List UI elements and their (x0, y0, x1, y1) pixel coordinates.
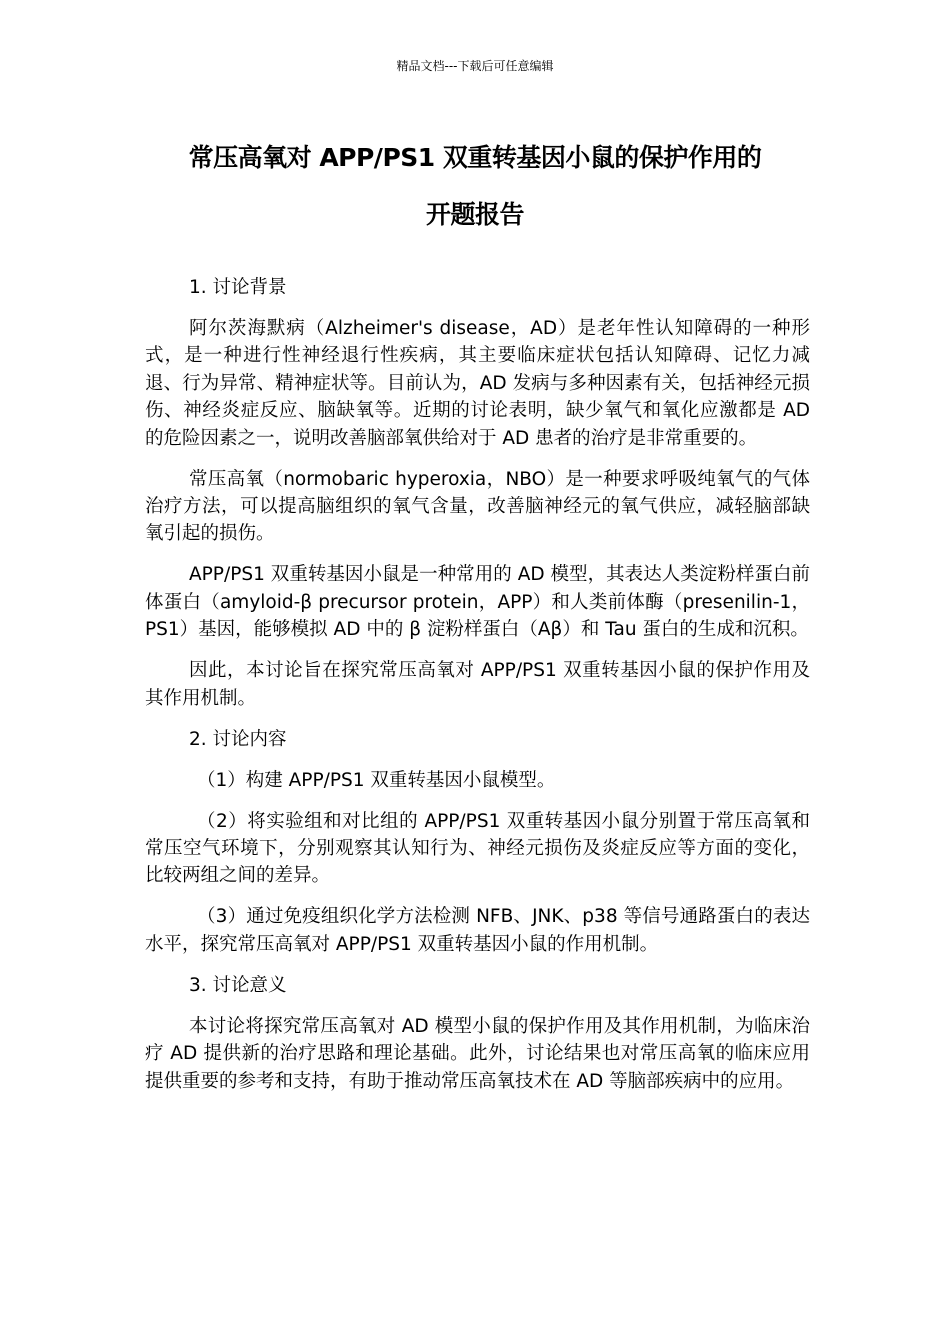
paragraph-aim: 因此，本讨论旨在探究常压高氧对 APP/PS1 双重转基因小鼠的保护作用及其作用机制。 (145, 660, 810, 709)
content-item-3: （3）通过免疫组织化学方法检测 NFB、JNK、p38 等信号通路蛋白的表达水平，探究常压高氧对 APP/PS1 双重转基因小鼠的作用机制。 (145, 906, 810, 955)
section-heading-content: 2. 讨论内容 (189, 728, 287, 750)
paragraph-alzheimers: 阿尔茨海默病（Alzheimer's disease，AD）是老年性认知障碍的一种形式，是一种进行性神经退行性疾病，其主要临床症状包括认知障碍、记忆力减退、行为异常、精神症状等。目前认为，AD 发病与多种因素有关，包括神经元损伤、神经炎症反应、脑缺氧等。近期的讨论表明，缺少氧气和氧化应激都是 AD 的危险因素之一，说明改善脑部氧供给对于 AD 患者的治疗是非常重要的。 (145, 318, 810, 449)
document-title-line-2: 开题报告 (425, 200, 524, 229)
section-heading-background: 1. 讨论背景 (189, 277, 287, 298)
paragraph-nbo: 常压高氧（normobaric hyperoxia，NBO）是一种要求呼吸纯氧气的气体治疗方法，可以提高脑组织的氧气含量，改善脑神经元的氧气供应，减轻脑部缺氧引起的损伤。 (145, 468, 810, 545)
page-header: 精品文档---下载后可任意编辑 (396, 59, 554, 73)
content-item-1: （1）构建 APP/PS1 双重转基因小鼠模型。 (197, 769, 556, 791)
document-body (145, 274, 810, 1109)
document-title-line-1: 常压高氧对 APP/PS1 双重转基因小鼠的保护作用的 (188, 143, 762, 172)
section-heading-significance: 3. 讨论意义 (189, 974, 287, 996)
content-item-2: （2）将实验组和对比组的 APP/PS1 双重转基因小鼠分别置于常压高氧和常压空气环境下，分别观察其认知行为、神经元损伤及炎症反应等方面的变化，比较两组之间的差异。 (145, 810, 810, 887)
paragraph-significance: 本讨论将探究常压高氧对 AD 模型小鼠的保护作用及其作用机制，为临床治疗 AD 提供新的治疗思路和理论基础。此外，讨论结果也对常压高氧的临床应用提供重要的参考和支持，有助于推动常压高氧技术在 AD 等脑部疾病中的应用。 (145, 1015, 810, 1092)
paragraph-app-ps1-model: APP/PS1 双重转基因小鼠是一种常用的 AD 模型，其表达人类淀粉样蛋白前体蛋白（amyloid-β precursor protein，APP）和人类前体酶（presenilin-1，PS1）基因，能够模拟 AD 中的 β 淀粉样蛋白（Aβ）和 Tau 蛋白的生成和沉积。 (145, 564, 810, 641)
